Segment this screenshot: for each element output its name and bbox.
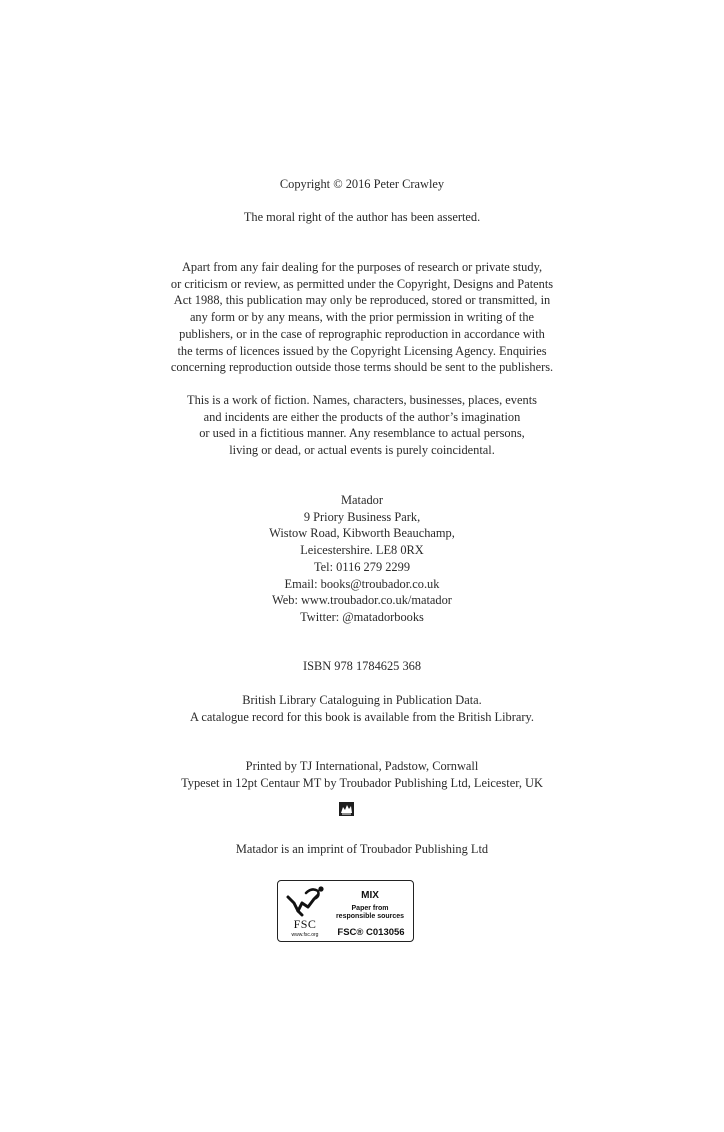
fsc-paper-line: responsible sources (335, 913, 405, 920)
fiction-line: This is a work of fiction. Names, characters, businesses, places, events (187, 393, 537, 407)
address-line: Wistow Road, Kibworth Beauchamp, (269, 526, 455, 541)
cataloguing-line: A catalogue record for this book is available from the British Library. (190, 709, 534, 724)
rights-line: Apart from any fair dealing for the purposes of research or private study, (181, 260, 543, 274)
imprint-line: Matador is an imprint of Troubador Publishing Ltd (235, 842, 489, 856)
printed-by: Printed by TJ International, Padstow, Cornwall (245, 759, 479, 773)
fiction-line: or used in a fictitious manner. Any resemblance to actual persons, (199, 426, 525, 441)
rights-line: the terms of licences issued by the Copyright Licensing Agency. Enquiries (177, 343, 547, 358)
troubador-logo-icon (339, 802, 354, 816)
fsc-url: www.fsc.org (291, 932, 319, 938)
publisher-email: Email: books@troubador.co.uk (284, 576, 440, 591)
rights-line: Act 1988, this publication may only be reproduced, stored or transmitted, in (173, 293, 551, 308)
rights-line: publishers, or in the case of reprographic reproduction in accordance with (179, 326, 545, 341)
fiction-line: living or dead, or actual events is purely coincidental. (229, 443, 495, 458)
cataloguing-block (0, 692, 724, 725)
fsc-paper-line: Paper from (351, 905, 389, 912)
moral-right-line: The moral right of the author has been asserted. (243, 210, 481, 224)
rights-line: any form or by any means, with the prior permission in writing of the (189, 310, 535, 325)
copyright-block (0, 176, 724, 193)
address-line: 9 Priory Business Park, (303, 509, 421, 524)
fsc-logo-word: FSC (293, 917, 317, 931)
imprint-block (0, 841, 724, 858)
isbn-block (0, 658, 724, 675)
fsc-label (277, 880, 414, 942)
rights-paragraph (0, 259, 724, 376)
cataloguing-line: British Library Cataloguing in Publication Data. (242, 693, 482, 707)
isbn: ISBN 978 1784625 368 (302, 659, 422, 673)
fsc-paper-text (330, 905, 410, 921)
printing-block (0, 758, 724, 791)
publisher-twitter: Twitter: @matadorbooks (300, 609, 424, 624)
fsc-tree-icon (284, 885, 326, 917)
fiction-paragraph (0, 392, 724, 459)
publisher-address (0, 492, 724, 626)
publisher-web: Web: www.troubador.co.uk/matador (272, 593, 452, 608)
rights-line: concerning reproduction outside those terms should be sent to the publishers. (170, 360, 554, 375)
fsc-code: FSC® C013056 (337, 927, 405, 938)
publisher-name: Matador (341, 493, 383, 507)
typeset-line: Typeset in 12pt Centaur MT by Troubador Publishing Ltd, Leicester, UK (181, 775, 543, 790)
fsc-mix: MIX (361, 890, 379, 901)
publisher-tel: Tel: 0116 279 2299 (313, 559, 411, 574)
copyright-line: Copyright © 2016 Peter Crawley (279, 177, 445, 191)
fiction-line: and incidents are either the products of the author’s imagination (203, 409, 521, 424)
address-line: Leicestershire. LE8 0RX (300, 543, 424, 558)
rights-line: or criticism or review, as permitted under the Copyright, Designs and Patents (170, 276, 554, 291)
moral-right-block (0, 209, 724, 226)
